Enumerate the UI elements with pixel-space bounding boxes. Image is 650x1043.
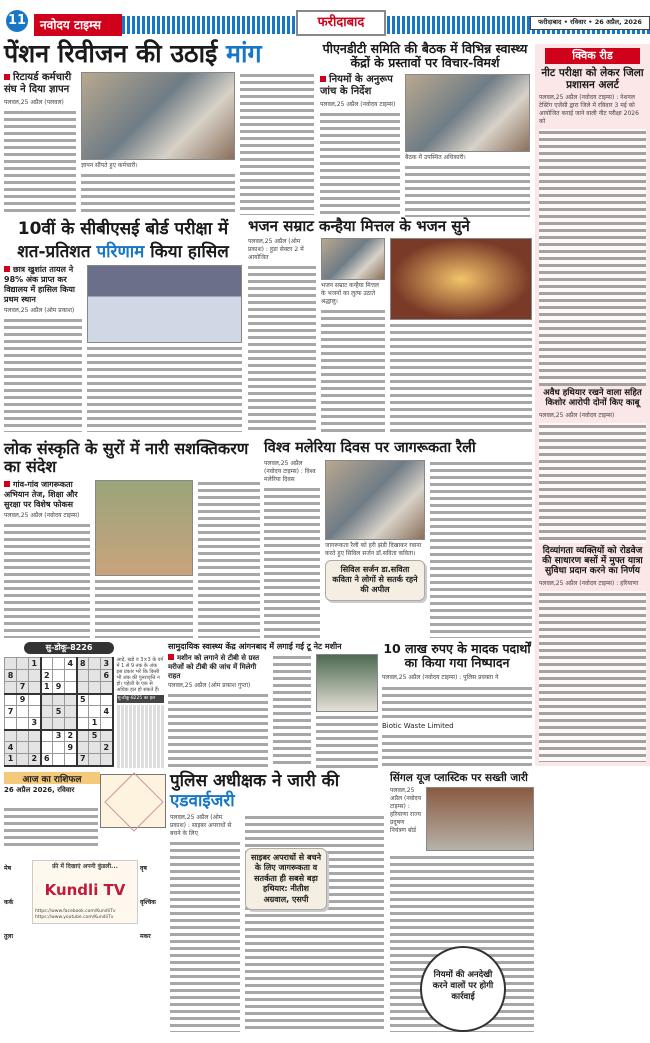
story-cbse (4, 220, 242, 432)
headline (4, 40, 314, 69)
body-text (320, 111, 400, 217)
zodiac-sign: तुला (4, 933, 14, 940)
body-text (198, 480, 260, 638)
sudoku-cell (65, 682, 77, 694)
sudoku-row (5, 706, 113, 718)
sudoku-cell (17, 658, 29, 670)
company-name: Biotic Waste Limited (382, 722, 454, 731)
headline-text: किया हासिल (144, 241, 229, 262)
sudoku-cell (53, 742, 65, 754)
headline: सामुदायिक स्वास्थ्य केंद्र आंगनबाद में लगाई गई टू नेट मशीन (168, 642, 342, 651)
body-text (240, 72, 314, 215)
sudoku-cell (89, 682, 101, 694)
sudoku-cell (89, 754, 101, 766)
story-anganwadi (168, 642, 378, 768)
sudoku-cell: 5 (53, 706, 65, 718)
sudoku-cell (5, 730, 17, 742)
zodiac-sign: मकर (140, 933, 151, 940)
pull-quote: साइबर अपराधों से बचने के लिए जागरूकता व सतर्कता ही सबसे बड़ा हथियार: नीतीश अग्रवाल, एसपी (245, 848, 327, 910)
lead: पलवल,25 अप्रैल (नवोदय टाइम्स) : पुलिस प्रवक्ता ने (382, 673, 499, 681)
sudoku-cell (17, 742, 29, 754)
sudoku-cell: 1 (41, 682, 53, 694)
photo (95, 480, 193, 576)
sudoku-cell (29, 706, 41, 718)
lead: पलवल,25 अप्रैल (ओम प्रकाश गुप्ता) (168, 682, 251, 690)
sudoku-cell (89, 706, 101, 718)
sudoku-cell (17, 754, 29, 766)
story-lok (4, 440, 260, 638)
sudoku-cell (5, 658, 17, 670)
headline-highlight: परिणाम (96, 241, 145, 262)
sudoku-cell: 3 (53, 730, 65, 742)
photo (321, 238, 385, 280)
sudoku-cell (65, 670, 77, 682)
sudoku-cell: 4 (65, 658, 77, 670)
sudoku-cell (29, 682, 41, 694)
headline-line2 (4, 243, 242, 263)
headline: पीएनडीटी समिति की बैठक में विभिन्न स्वास्थ्य केंद्रों के प्रस्तावों पर विचार-विमर्श (322, 41, 528, 71)
sudoku-cell: 7 (77, 754, 89, 766)
lead: पलवल,25 अप्रैल (नवोदय टाइम्स) (4, 511, 80, 519)
sudoku-cell (53, 694, 65, 706)
quick-read-headline: अवैध हथियार रखने वाला सहित किशोर आरोपी दोनों किए काबू (543, 388, 642, 408)
sudoku-cell (5, 694, 17, 706)
sudoku-cell (77, 706, 89, 718)
lead: पलवल,25 अप्रैल (ओम प्रकाश) (4, 307, 75, 315)
photo (87, 265, 242, 343)
sudoku-row (5, 694, 113, 706)
sudoku-row (5, 658, 113, 670)
headline: सिंगल यूज प्लास्टिक पर सख्ती जारी (390, 772, 528, 784)
lead: पलवल,25 अप्रैल (नवोदय टाइम्स) : हरियाणा राज्य प्रदूषण नियंत्रण बोर्ड (390, 787, 422, 835)
headline-text: शत-प्रतिशत (17, 241, 97, 262)
body-text (539, 423, 646, 543)
sudoku-cell (65, 694, 77, 706)
quick-read-lead: पलवल,25 अप्रैल (नवोदय टाइम्स) (539, 411, 615, 419)
lead: पलवल,25 अप्रैल (पलवल) (4, 98, 64, 106)
kundli-ad (32, 860, 138, 924)
sudoku-cell (101, 730, 113, 742)
masthead (0, 0, 650, 38)
quick-read-headline: नीट परीक्षा को लेकर जिला प्रशासन अलर्ट (541, 67, 644, 92)
sudoku-cell: 6 (41, 754, 53, 766)
sudoku-cell: 6 (101, 670, 113, 682)
headline: 10 लाख रुपए के मादक पदार्थों का किया गया निष्पादन (383, 641, 531, 671)
sudoku-cell (29, 670, 41, 682)
sudoku-row (5, 754, 113, 766)
pull-quote: नियमों की अनदेखी करने वालों पर होगी कार्रवाई (420, 946, 506, 1032)
kundli-chart (100, 774, 166, 828)
ad-tagline: फ्री में दिखाएं अपनी कुंडली... (52, 863, 118, 870)
page-number: 11 (6, 10, 28, 32)
sudoku-cell (101, 682, 113, 694)
sudoku-cell (53, 670, 65, 682)
caption: जागरूकता रैली को हरी झंडी दिखाकर रवाना करते हुए सिविल सर्जन डॉ.सविता कविता। (325, 541, 422, 557)
sudoku-cell (5, 718, 17, 730)
caption: ज्ञापन सौंपते हुए कर्मचारी। (81, 161, 138, 169)
body-text (264, 486, 320, 638)
sudoku-cell (41, 742, 53, 754)
sudoku-cell (77, 730, 89, 742)
sudoku-cell: 9 (65, 742, 77, 754)
kundli-diamond (104, 772, 163, 831)
sudoku-cell (29, 694, 41, 706)
ad-brand: Kundli TV (44, 881, 126, 899)
pull-quote: सिविल सर्जन डा.सविता कविता ने लोगों से सतर्क रहने की अपील (325, 560, 425, 601)
zodiac-sign: वृष (140, 865, 147, 872)
subhead: गांव-गांव जागरूकता अभियान तेज, शिक्षा और सुरक्षा पर विशेष फोकस (4, 480, 90, 510)
ad-link-youtube[interactable]: https://www.youtube.com/KundliTv (35, 915, 114, 920)
sudoku-cell (41, 694, 53, 706)
sudoku-cell (17, 730, 29, 742)
sudoku-cell (17, 718, 29, 730)
body-text (4, 806, 98, 850)
sudoku-cell (89, 694, 101, 706)
lead: पलवल,25 अप्रैल (नवोदय टाइम्स) : विश्व मलेरिया दिवस (264, 459, 316, 483)
zodiac-sign: कर्क (4, 899, 14, 906)
sudoku-answer-grid (117, 705, 165, 768)
sudoku-cell (65, 754, 77, 766)
sudoku-cell (77, 682, 89, 694)
sudoku-cell: 2 (29, 754, 41, 766)
rashifal-title: आज का राशिफल (4, 772, 100, 784)
sudoku-cell (65, 718, 77, 730)
body-text (539, 129, 646, 386)
quick-read-banner: क्विक रीड (545, 48, 640, 64)
sudoku-row (5, 682, 113, 694)
lead: पलवल,25 अप्रैल (ओम प्रकाश) : साइबर अपराधों से बचने के लिए (170, 814, 232, 838)
sudoku-cell: 1 (5, 754, 17, 766)
sudoku-cell: 3 (101, 658, 113, 670)
sudoku-cell: 4 (101, 706, 113, 718)
body-text (87, 345, 242, 432)
sudoku-cell (65, 706, 77, 718)
body-text (405, 164, 530, 217)
sudoku-cell: 7 (17, 682, 29, 694)
story-malaria (264, 440, 532, 638)
photo-crowd (390, 238, 532, 320)
sudoku-cell (29, 742, 41, 754)
sudoku-cell: 5 (77, 694, 89, 706)
sudoku-cell (41, 706, 53, 718)
sudoku-cell: 9 (17, 694, 29, 706)
story-pension (4, 40, 314, 215)
sudoku-grid (4, 657, 114, 767)
headline: विश्व मलेरिया दिवस पर जागरूकता रैली (264, 440, 476, 456)
sudoku-cell (77, 742, 89, 754)
quick-read-headline: दिव्यांगता व्यक्तियों को रोडवेज की साधारण बसों में मुफ्त यात्रा सुविधा प्रदान करने का निर्णय (542, 545, 643, 577)
headline: 10वीं के सीबीएसई बोर्ड परीक्षा में (17, 219, 229, 239)
sudoku-cell (5, 682, 17, 694)
sudoku-cell (17, 670, 29, 682)
sudoku-cell: 9 (53, 682, 65, 694)
quick-read-lead: पलवल,25 अप्रैल (नवोदय टाइम्स) : हरियाणा (539, 579, 639, 587)
sudoku-cell (101, 754, 113, 766)
rashifal-date: 26 अप्रैल 2026, रविवार (4, 786, 75, 794)
headline-highlight: मांग (226, 39, 262, 68)
quick-read-lead: पलवल,25 अप्रैल (नवोदय टाइम्स) : नेशनल टेस्टिंग एजेंसी द्वारा जिले में रविवार 3 मई को आयोजित कराई जाने वाली नीट परीक्षा 2026 को (539, 94, 639, 126)
photo (81, 72, 235, 160)
story-police (170, 772, 384, 1032)
sudoku-cell (89, 658, 101, 670)
sudoku-cell: 1 (89, 718, 101, 730)
sudoku-title: सु-डोकू-8226 (24, 642, 114, 654)
story-plastic (390, 772, 534, 1032)
sudoku-cell: 5 (89, 730, 101, 742)
sudoku-cell (101, 694, 113, 706)
paper-name: नवोदय टाइम्स (34, 14, 122, 36)
sudoku-row (5, 718, 113, 730)
headline (170, 772, 384, 811)
body-text (4, 317, 82, 432)
sudoku-cell (53, 754, 65, 766)
sudoku-cell (77, 670, 89, 682)
sudoku-puzzle (4, 642, 164, 768)
sudoku-cell (17, 706, 29, 718)
lead: पलवल,25 अप्रैल (ओम प्रकाश) : हुडा सेक्टर 2 में आयोजित (248, 238, 304, 262)
zodiac-sign: मेष (4, 865, 12, 872)
headline: भजन सम्राट कन्हैया मित्तल के भजन सुने (248, 217, 470, 235)
rashifal (4, 772, 166, 1032)
body-text (539, 591, 646, 762)
sudoku-cell: 8 (77, 658, 89, 670)
zodiac-sign: वृश्चिक (140, 899, 156, 906)
sudoku-cell: 2 (65, 730, 77, 742)
sudoku-instructions: आड़े, खड़े व 3×3 के वर्ग में 1 से 9 तक के अंक इस प्रकार भरें कि किसी भी अंक की पुनरावृत्ति न हो। पहेली के एक से अधिक हल हो सकते हैं। (116, 657, 164, 693)
body-text (390, 322, 532, 432)
body-text (248, 264, 316, 432)
sudoku-cell (89, 670, 101, 682)
body-text (273, 654, 311, 768)
caption: बैठक में उपस्थित अधिकारी। (405, 153, 466, 161)
ad-link-facebook[interactable]: https://www.facebook.com/KundliTv (35, 909, 116, 914)
subhead: छात्र खुशांत तायल ने 98% अंक प्राप्त कर विद्यालय में हासिल किया प्रथम स्थान (4, 265, 82, 305)
photo (426, 787, 534, 851)
sudoku-cell: 4 (5, 742, 17, 754)
lead: पलवल,25 अप्रैल (नवोदय टाइम्स) (320, 100, 396, 108)
story-narcotics (382, 642, 532, 768)
headline-highlight: एडवाईजरी (170, 790, 235, 811)
story-pndt (320, 42, 530, 217)
body-text (170, 840, 240, 1032)
sudoku-cell (29, 730, 41, 742)
sudoku-row (5, 730, 113, 742)
sudoku-cell: 7 (5, 706, 17, 718)
sudoku-cell: 2 (41, 670, 53, 682)
sudoku-cell (41, 718, 53, 730)
sudoku-cell (77, 718, 89, 730)
photo (405, 74, 530, 152)
sudoku-cell (41, 730, 53, 742)
body-text (382, 733, 532, 768)
sudoku-answer-title: सु-डोकू-8225 का हल (117, 695, 165, 703)
subhead: रिटायर्ड कर्मचारी संघ ने दिया ज्ञापन (4, 72, 76, 97)
body-text (316, 714, 378, 768)
sudoku-cell (41, 658, 53, 670)
photo (316, 654, 378, 712)
body-text (95, 578, 193, 638)
dateline: फरीदाबाद • रविवार • 26 अप्रैल, 2026 (530, 16, 650, 30)
headline-text: पेंशन रिवीजन की उठाई (4, 39, 227, 68)
headline: लोक संस्कृति के सुरों में नारी सशक्तिकरण का संदेश (4, 439, 249, 477)
sudoku-cell (89, 742, 101, 754)
body-text (382, 685, 532, 720)
body-text (4, 109, 76, 215)
subhead: मशीन को लगाने से टीबी से ग्रस्त मरीजों को टीबी की जांच में मिलेगी राहत (168, 654, 268, 680)
sudoku-cell: 1 (29, 658, 41, 670)
body-text (321, 308, 385, 432)
sudoku-cell (53, 658, 65, 670)
subhead: नियमों के अनुरूप जांच के निर्देश (320, 74, 400, 99)
quick-read-column (535, 44, 650, 766)
headline-text: पुलिस अधीक्षक ने जारी की (170, 771, 340, 791)
body-text (81, 172, 235, 215)
sudoku-cell (53, 718, 65, 730)
caption: भजन सम्राट कन्हैया मित्तल के भजनों का लुत्फ उठाते श्रद्धालु। (321, 282, 379, 306)
photo (325, 460, 425, 540)
body-text (168, 692, 268, 768)
sudoku-cell (101, 718, 113, 730)
sudoku-row (5, 742, 113, 754)
section-label: फरीदाबाद (296, 10, 386, 36)
story-bhajan (248, 218, 532, 432)
sudoku-cell: 2 (101, 742, 113, 754)
sudoku-row (5, 670, 113, 682)
sudoku-cell: 8 (5, 670, 17, 682)
body-text (245, 814, 384, 1032)
body-text (4, 522, 90, 638)
sudoku-cell: 3 (29, 718, 41, 730)
body-text (430, 460, 532, 638)
